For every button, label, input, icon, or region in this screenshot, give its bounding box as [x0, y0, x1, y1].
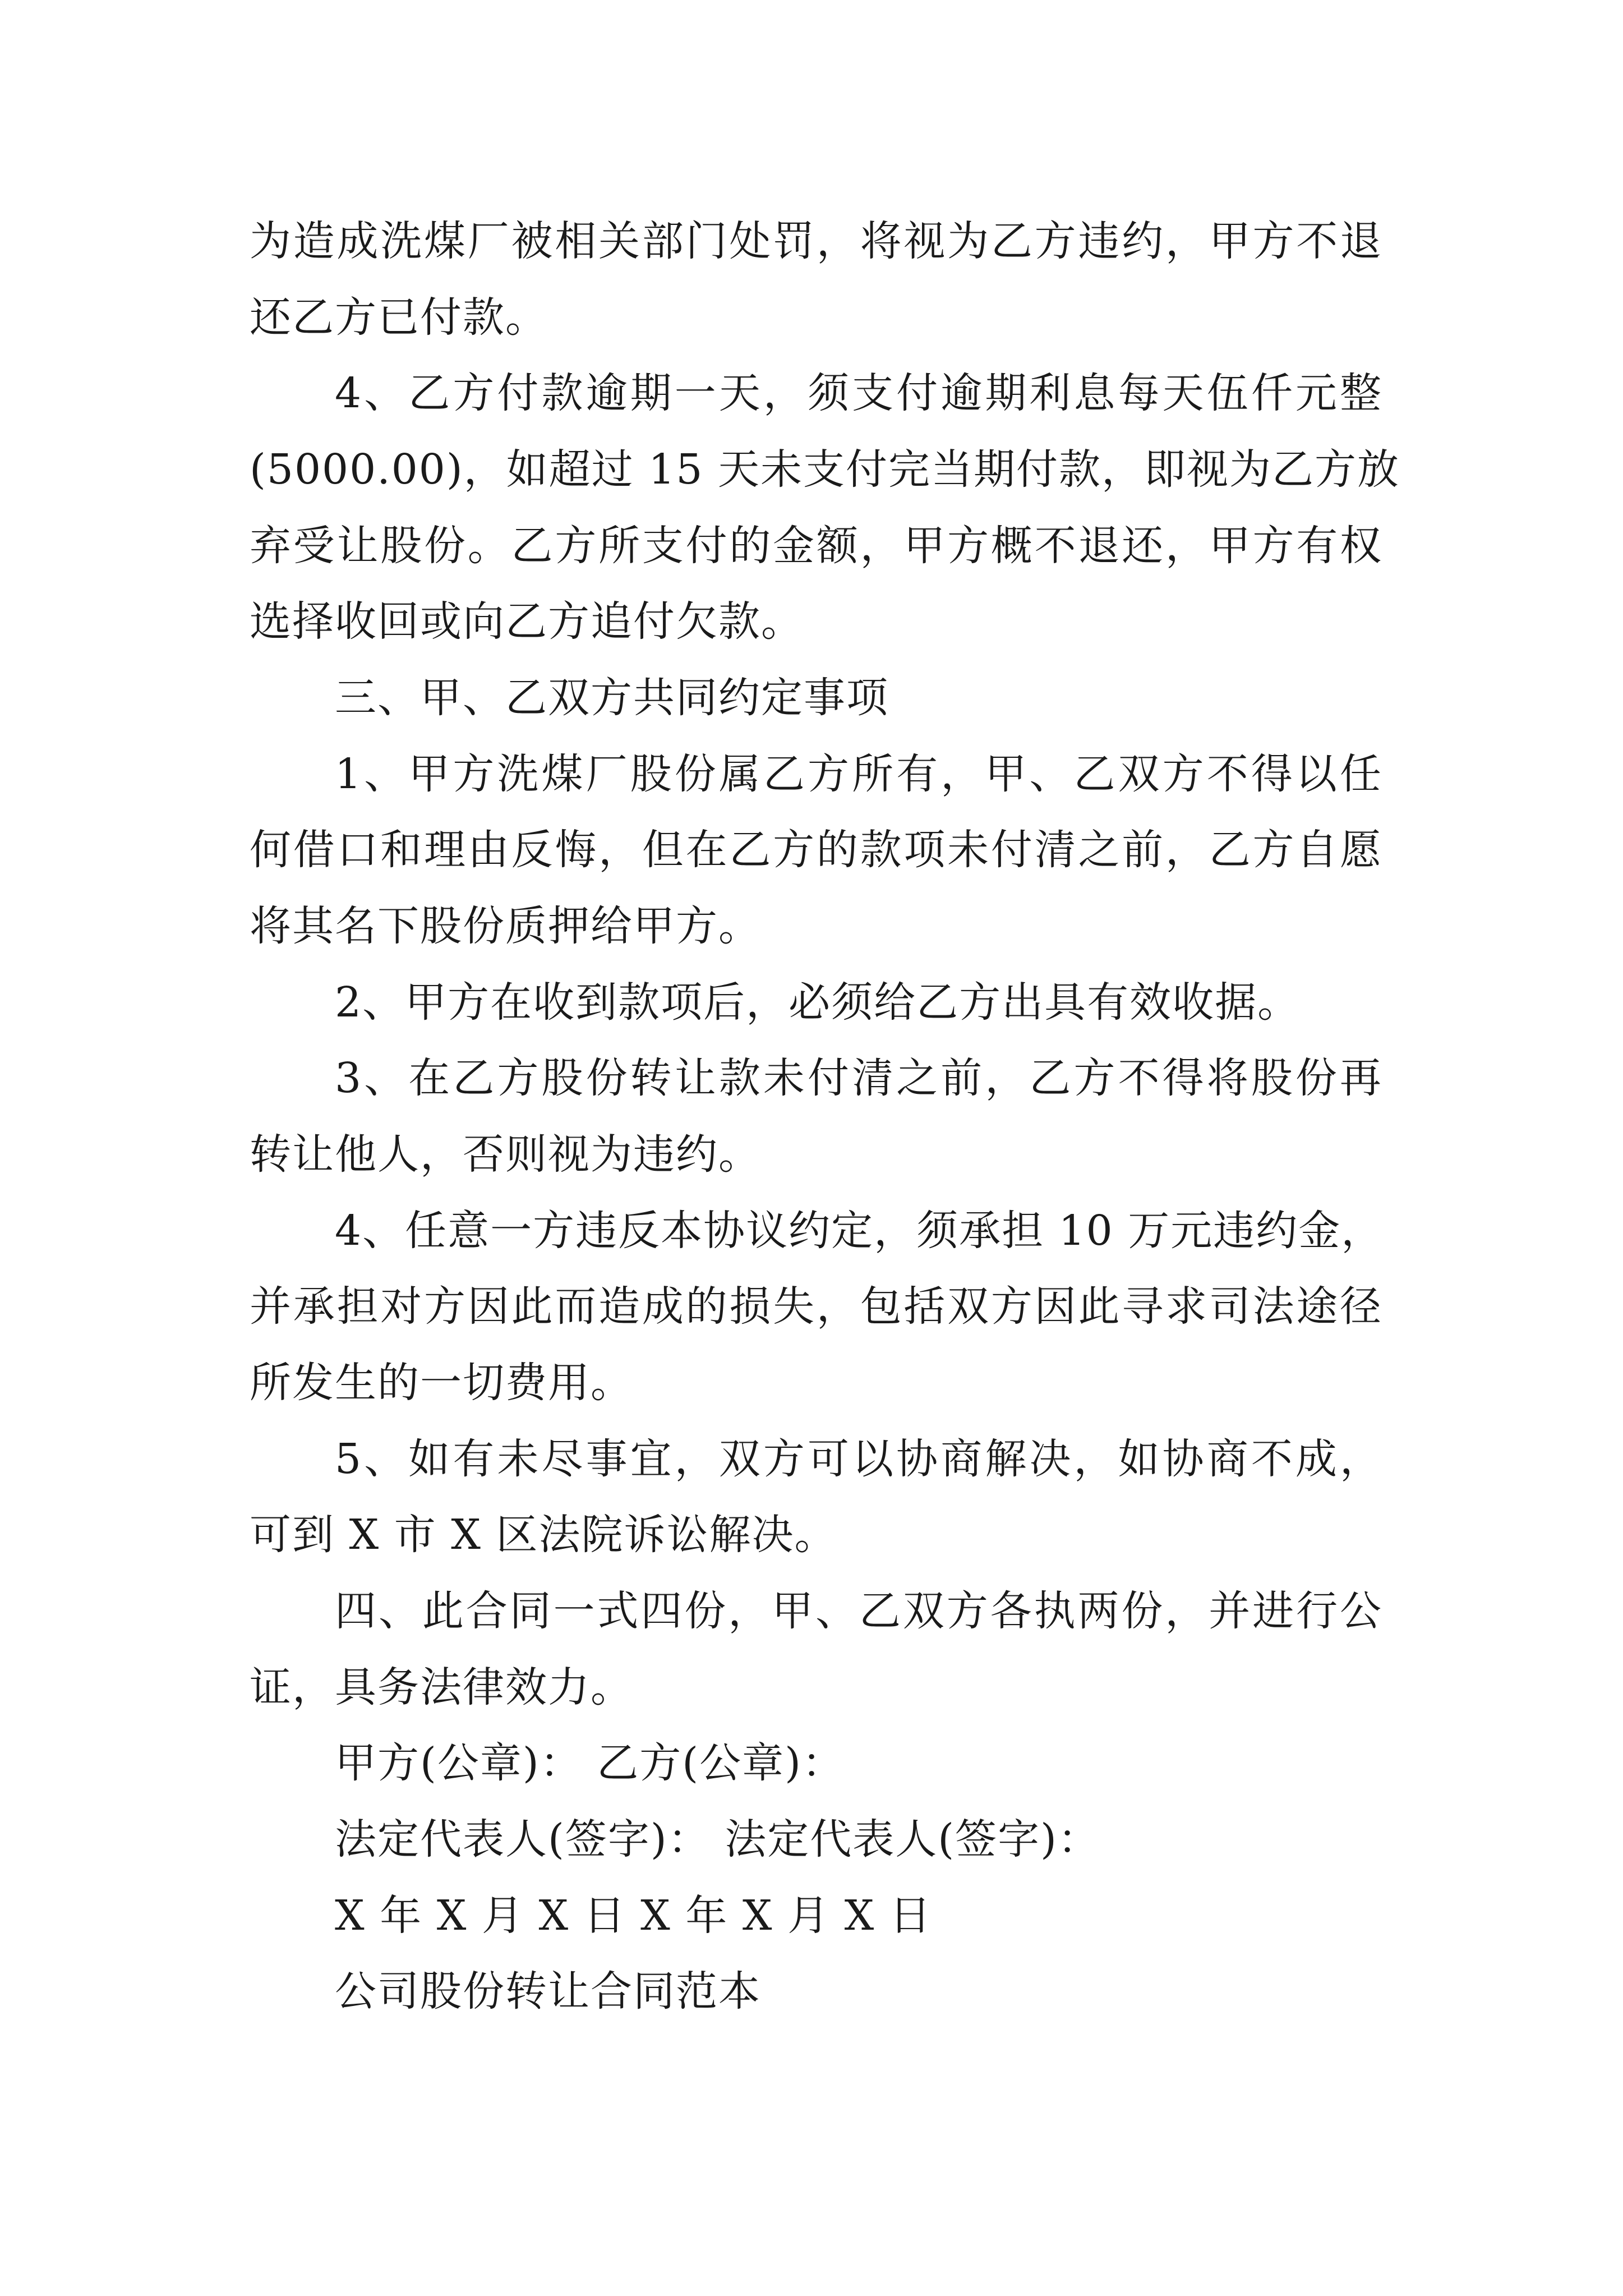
text-line: 5、如有未尽事宜，双方可以协商解决，如协商不成，	[335, 1435, 1382, 1483]
text-line: 2、甲方在收到款项后，必须给乙方出具有效收据。	[335, 978, 1301, 1027]
signature-date-line: X 年 X 月 X 日 X 年 X 月 X 日	[335, 1892, 932, 1940]
text-line: 为造成洗煤厂被相关部门处罚，将视为乙方违约，甲方不退	[250, 217, 1382, 265]
text-line: 证，具务法律效力。	[250, 1663, 633, 1711]
text-line: 还乙方已付款。	[250, 293, 548, 342]
text-line: 何借口和理由反悔，但在乙方的款项未付清之前，乙方自愿	[250, 826, 1382, 874]
text-line: 四、此合同一式四份，甲、乙双方各执两份，并进行公	[335, 1587, 1382, 1635]
text-line: 弃受让股份。乙方所支付的金额，甲方概不退还，甲方有权	[250, 522, 1382, 570]
document-title-footer: 公司股份转让合同范本	[335, 1967, 761, 2016]
text-line: 所发生的一切费用。	[250, 1359, 633, 1407]
signature-representative-line: 法定代表人(签字)： 法定代表人(签字)：	[335, 1815, 1101, 1864]
text-line: 4、乙方付款逾期一天，须支付逾期利息每天伍仟元整	[335, 369, 1382, 417]
text-line: 转让他人，否则视为违约。	[250, 1130, 761, 1179]
text-line: 并承担对方因此而造成的损失，包括双方因此寻求司法途径	[250, 1282, 1382, 1331]
text-line: 将其名下股份质押给甲方。	[250, 902, 761, 950]
text-line: 可到 X 市 X 区法院诉讼解决。	[250, 1511, 837, 1559]
text-line: 1、甲方洗煤厂股份属乙方所有，甲、乙双方不得以任	[335, 750, 1382, 798]
section-heading: 三、甲、乙双方共同约定事项	[335, 674, 889, 722]
text-line: 4、任意一方违反本协议约定，须承担 10 万元违约金，	[335, 1207, 1384, 1255]
text-line: (5000.00)，如超过 15 天未支付完当期付款，即视为乙方放	[250, 445, 1400, 494]
signature-seal-line: 甲方(公章)： 乙方(公章)：	[335, 1739, 845, 1787]
text-line: 3、在乙方股份转让款未付清之前，乙方不得将股份再	[335, 1054, 1382, 1102]
text-line: 选择收回或向乙方追付欠款。	[250, 597, 804, 646]
